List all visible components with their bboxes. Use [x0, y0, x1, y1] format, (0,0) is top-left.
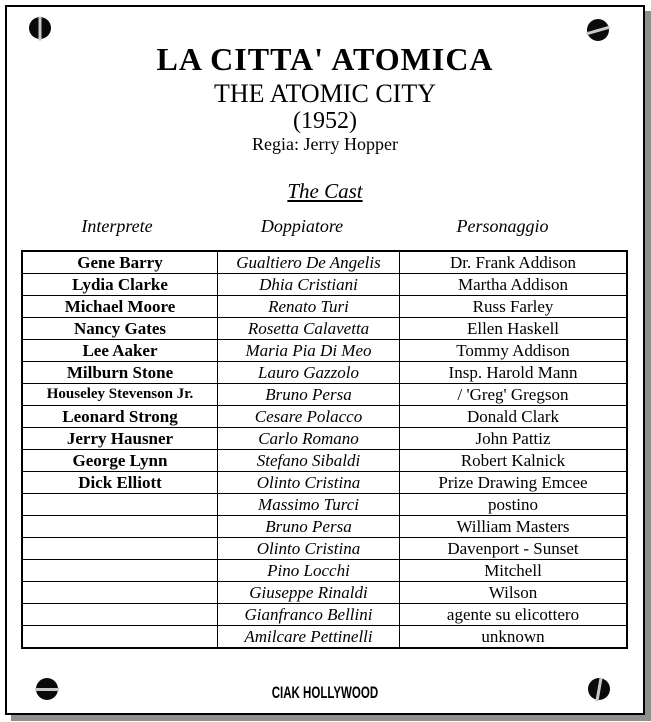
- cell-interprete: [22, 582, 218, 604]
- cast-table-body: [22, 251, 627, 648]
- cell-personaggio: Wilson: [400, 582, 628, 604]
- cell-personaggio: Donald Clark: [400, 406, 628, 428]
- table-row: [22, 296, 627, 318]
- cell-doppiatore: Lauro Gazzolo: [218, 362, 400, 384]
- title-italian: LA CITTA' ATOMICA: [156, 41, 494, 77]
- cell-doppiatore: Cesare Polacco: [218, 406, 400, 428]
- cell-interprete: Gene Barry: [22, 251, 218, 274]
- column-headers: [21, 216, 614, 237]
- cell-personaggio: Tommy Addison: [400, 340, 628, 362]
- cell-personaggio: unknown: [400, 626, 628, 649]
- column-header-doppiatore: Doppiatore: [260, 216, 344, 236]
- ciak-hollywood-logo-text: CIAK HOLLYWOOD: [271, 684, 379, 703]
- table-row: [22, 516, 627, 538]
- cell-personaggio: Ellen Haskell: [400, 318, 628, 340]
- cell-interprete: George Lynn: [22, 450, 218, 472]
- cell-doppiatore: Massimo Turci: [218, 494, 400, 516]
- cell-personaggio: William Masters: [400, 516, 628, 538]
- cell-interprete: [22, 604, 218, 626]
- cell-doppiatore: Rosetta Calavetta: [218, 318, 400, 340]
- cast-section-heading: The Cast: [287, 179, 363, 203]
- cell-interprete: Houseley Stevenson Jr.: [22, 384, 218, 406]
- cell-doppiatore: Giuseppe Rinaldi: [218, 582, 400, 604]
- table-row: [22, 251, 627, 274]
- table-row: [22, 560, 627, 582]
- table-row: [22, 362, 627, 384]
- cell-interprete: [22, 626, 218, 649]
- director-credit: Regia: Jerry Hopper: [252, 134, 398, 154]
- cell-interprete: Michael Moore: [22, 296, 218, 318]
- cell-interprete: Jerry Hausner: [22, 428, 218, 450]
- cell-personaggio: Dr. Frank Addison: [400, 251, 628, 274]
- cell-personaggio: Russ Farley: [400, 296, 628, 318]
- table-row: [22, 582, 627, 604]
- ciak-hollywood-logo: [7, 685, 643, 703]
- title-english: THE ATOMIC CITY: [214, 79, 436, 108]
- cell-doppiatore: Gualtiero De Angelis: [218, 251, 400, 274]
- cell-doppiatore: Bruno Persa: [218, 384, 400, 406]
- table-row: [22, 494, 627, 516]
- cell-doppiatore: Bruno Persa: [218, 516, 400, 538]
- cast-table: [21, 250, 628, 649]
- column-header-personaggio: Personaggio: [456, 216, 549, 236]
- cell-doppiatore: Olinto Cristina: [218, 538, 400, 560]
- cell-doppiatore: Pino Locchi: [218, 560, 400, 582]
- cell-interprete: Dick Elliott: [22, 472, 218, 494]
- cell-personaggio: Insp. Harold Mann: [400, 362, 628, 384]
- cell-doppiatore: Dhia Cristiani: [218, 274, 400, 296]
- cell-personaggio: Martha Addison: [400, 274, 628, 296]
- cell-personaggio: agente su elicottero: [400, 604, 628, 626]
- cell-personaggio: Davenport - Sunset: [400, 538, 628, 560]
- credits-card: [5, 5, 645, 715]
- cell-interprete: Lee Aaker: [22, 340, 218, 362]
- screw-slot: [586, 25, 610, 34]
- table-row: [22, 318, 627, 340]
- table-row: [22, 450, 627, 472]
- screw-top-left-icon: [29, 17, 51, 39]
- table-row: [22, 406, 627, 428]
- cell-interprete: Nancy Gates: [22, 318, 218, 340]
- cell-personaggio: Mitchell: [400, 560, 628, 582]
- screw-top-right-icon: [587, 19, 609, 41]
- table-row: [22, 626, 627, 649]
- table-row: [22, 428, 627, 450]
- table-row: [22, 472, 627, 494]
- cell-personaggio: Prize Drawing Emcee: [400, 472, 628, 494]
- cell-personaggio: Robert Kalnick: [400, 450, 628, 472]
- cell-interprete: Leonard Strong: [22, 406, 218, 428]
- cell-doppiatore: Carlo Romano: [218, 428, 400, 450]
- cell-interprete: [22, 516, 218, 538]
- cell-personaggio: John Pattiz: [400, 428, 628, 450]
- cell-personaggio: postino: [400, 494, 628, 516]
- cell-doppiatore: Renato Turi: [218, 296, 400, 318]
- cell-interprete: Lydia Clarke: [22, 274, 218, 296]
- table-row: [22, 538, 627, 560]
- cell-personaggio: / 'Greg' Gregson: [400, 384, 628, 406]
- cell-doppiatore: Olinto Cristina: [218, 472, 400, 494]
- screw-slot: [39, 16, 42, 40]
- cell-doppiatore: Maria Pia Di Meo: [218, 340, 400, 362]
- cell-doppiatore: Stefano Sibaldi: [218, 450, 400, 472]
- cell-interprete: Milburn Stone: [22, 362, 218, 384]
- table-row: [22, 340, 627, 362]
- cell-interprete: [22, 560, 218, 582]
- table-row: [22, 384, 627, 406]
- cell-doppiatore: Gianfranco Bellini: [218, 604, 400, 626]
- cell-interprete: [22, 538, 218, 560]
- cell-interprete: [22, 494, 218, 516]
- release-year: (1952): [293, 108, 357, 134]
- column-header-interprete: Interprete: [81, 216, 153, 236]
- table-row: [22, 604, 627, 626]
- cell-doppiatore: Amilcare Pettinelli: [218, 626, 400, 649]
- table-row: [22, 274, 627, 296]
